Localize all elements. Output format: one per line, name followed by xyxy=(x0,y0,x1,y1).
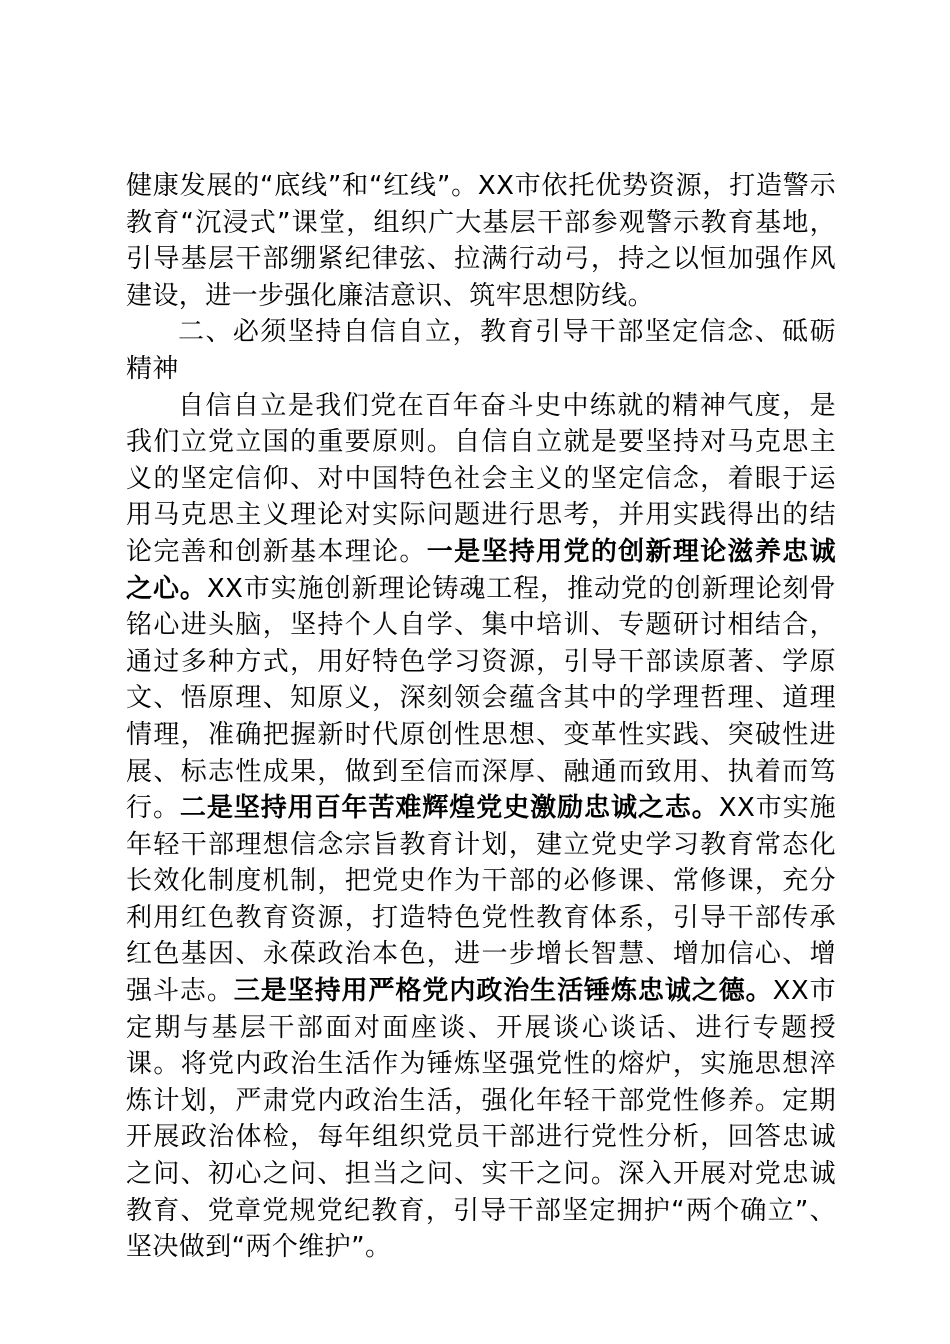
point-3-body: XX市定期与基层干部面对面座谈、开展谈心谈话、进行专题授课。将党内政治生活作为锤炼坚强党性的熔炉，实施思想淬炼计划，严肃党内政治生活，强化年轻干部党性修养。定期开展政治体检，每年组织党员干部进行党性分析，回答忠诚之问、初心之问、担当之问、实干之问。深入开展对党忠诚教育、党章党规党纪教育，引导干部坚定拥护“两个确立”、坚决做到“两个维护”。 xyxy=(126,976,836,1263)
point-1-title: 一是坚持用党的创新理论滋养忠诚之心。 xyxy=(126,536,836,604)
paragraph-self-confidence xyxy=(126,388,836,1266)
document-body xyxy=(126,168,836,1266)
point-3-title: 三是坚持用严格党内政治生活锤炼忠诚之德。 xyxy=(233,976,773,1007)
point-2-title: 二是坚持用百年苦难辉煌党史激励忠诚之志。 xyxy=(179,793,719,824)
point-2-body: XX市实施年轻干部理想信念宗旨教育计划，建立党史学习教育常态化长效化制度机制，把党史作为干部的必修课、常修课，充分利用红色教育资源，打造特色党性教育体系，引导干部传承红色基因、永葆政治本色，进一步增长智慧、增加信心、增强斗志。 xyxy=(126,793,836,1007)
paragraph-continuation: 健康发展的“底线”和“红线”。XX市依托优势资源，打造警示教育“沉浸式”课堂，组织广大基层干部参观警示教育基地，引导基层干部绷紧纪律弦、拉满行动弓，持之以恒加强作风建设，进一步强化廉洁意识、筑牢思想防线。 xyxy=(126,171,836,311)
point-1-body: XX市实施创新理论铸魂工程，推动党的创新理论刻骨铭心进头脑，坚持个人自学、集中培训、专题研讨相结合，通过多种方式，用好特色学习资源，引导干部读原著、学原文、悟原理、知原义，深刻领会蕴含其中的学理哲理、道理情理，准确把握新时代原创性思想、变革性实践、突破性进展、标志性成果，做到至信而深厚、融通而致用、执着而笃行。 xyxy=(126,573,836,824)
section-heading-2: 二、必须坚持自信自立，教育引导干部坚定信念、砥砺精神 xyxy=(126,317,836,384)
paragraph-intro: 自信自立是我们党在百年奋斗史中练就的精神气度，是我们立党立国的重要原则。自信自立就是要坚持对马克思主义的坚定信仰、对中国特色社会主义的坚定信念，着眼于运用马克思主义理论对实际问题进行思考，并用实践得出的结论完善和创新基本理论。 xyxy=(126,390,836,567)
